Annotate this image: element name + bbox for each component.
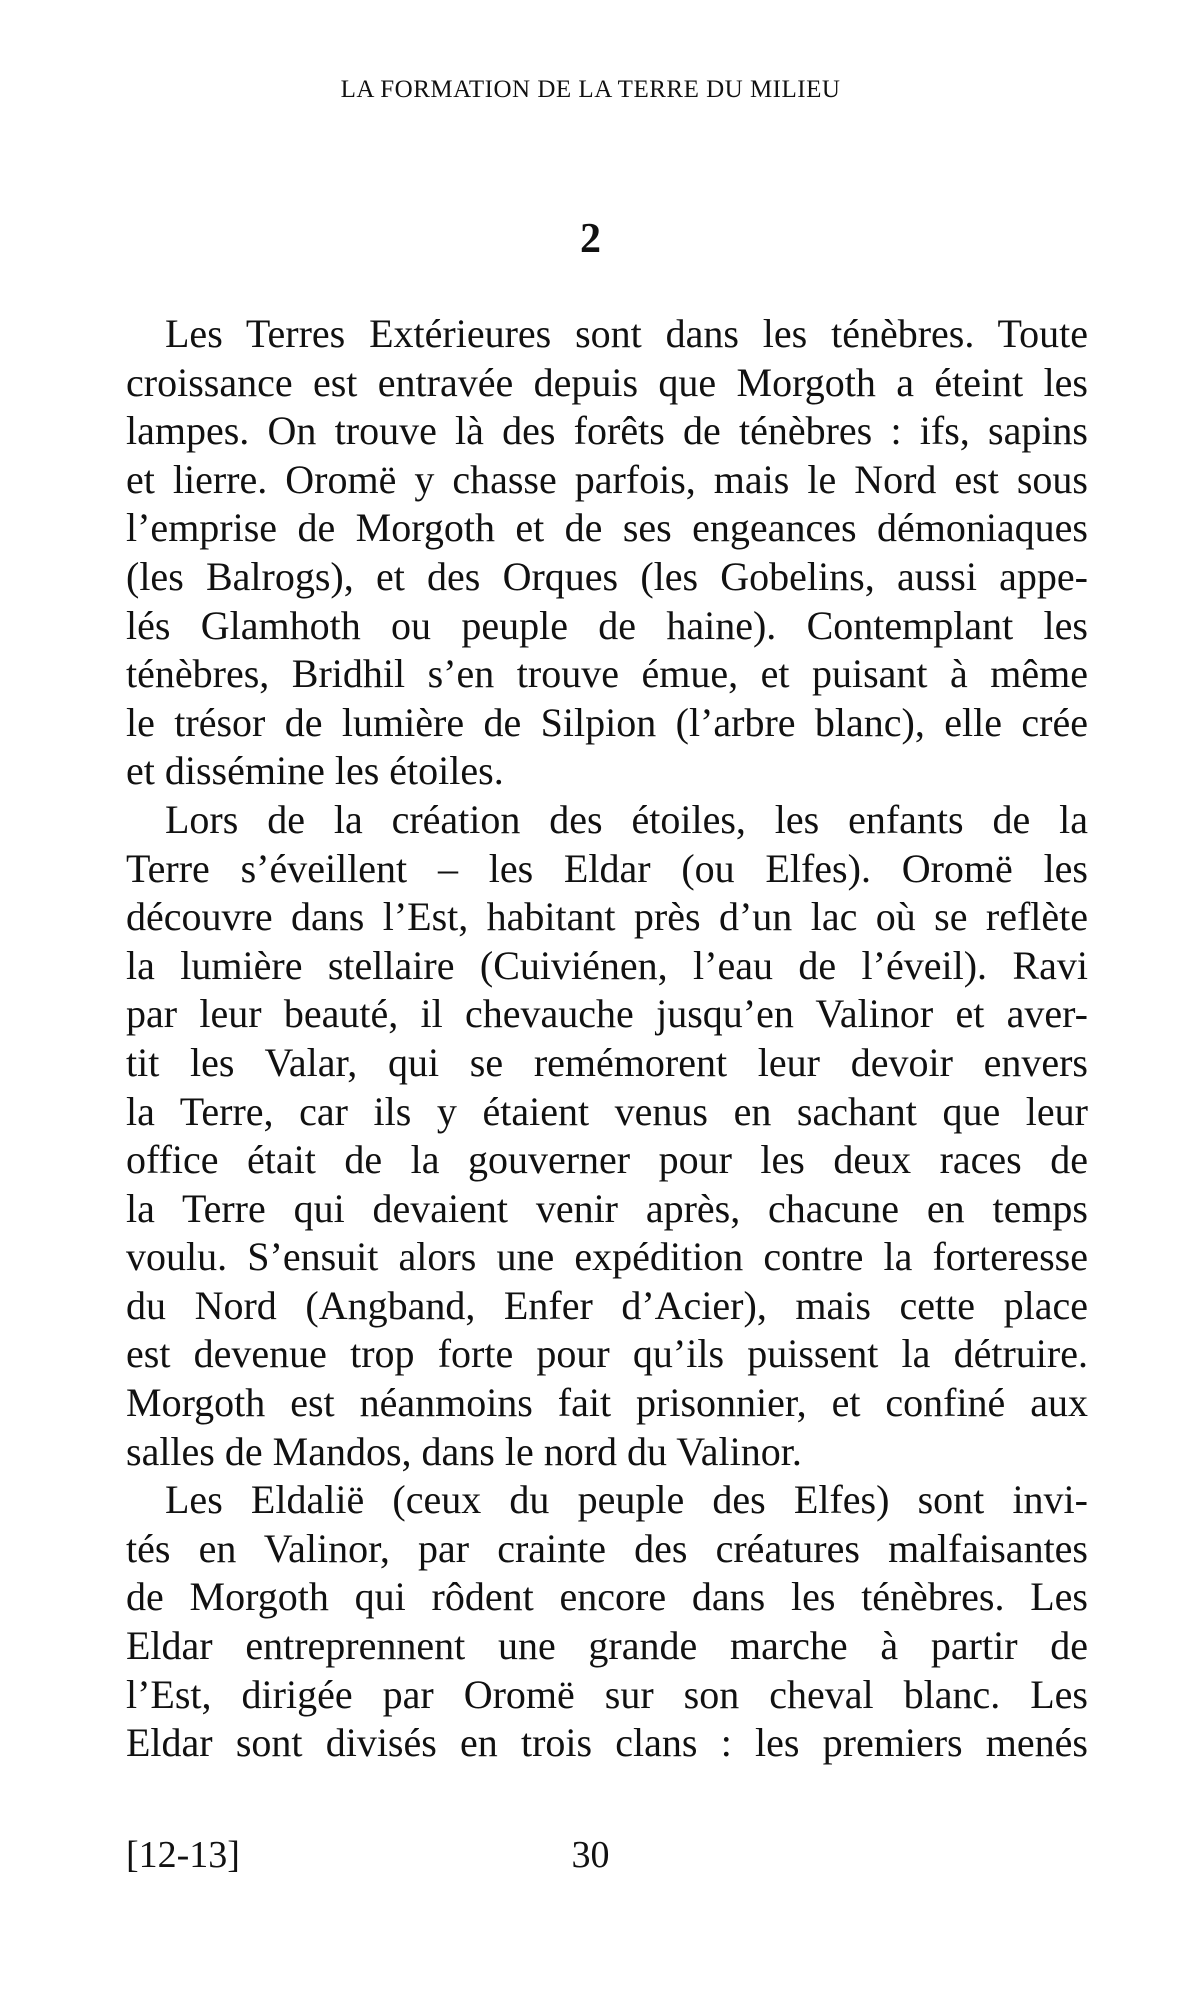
text-line: Les Eldalië (ceux du peuple des Elfes) sont invi-: [165, 1477, 1088, 1523]
text-line: salles de Mandos, dans le nord du Valinor.: [126, 1428, 802, 1474]
page-number: 30: [571, 1834, 610, 1876]
page-reference: [12-13]: [126, 1834, 240, 1876]
text-line: et dissémine les étoiles.: [126, 748, 504, 794]
text-line: la Terre qui devaient venir après, chacune en temps: [126, 1185, 1088, 1231]
paragraph-2: [126, 796, 1088, 1476]
body-text: [126, 310, 1088, 1768]
text-line: lés Glamhoth ou peuple de haine). Contemplant les: [126, 602, 1088, 648]
text-line: est devenue trop forte pour qu’ils puissent la détruire.: [126, 1331, 1088, 1377]
paragraph-3: [126, 1476, 1088, 1768]
text-line: et lierre. Oromë y chasse parfois, mais le Nord est sous: [126, 456, 1088, 502]
text-line: découvre dans l’Est, habitant près d’un lac où se reflète: [126, 894, 1088, 940]
text-line: la lumière stellaire (Cuiviénen, l’eau de l’éveil). Ravi: [126, 942, 1088, 988]
text-line: Les Terres Extérieures sont dans les ténèbres. Toute: [165, 311, 1088, 356]
text-line: Eldar sont divisés en trois clans : les premiers menés: [126, 1720, 1088, 1766]
text-line: la Terre, car ils y étaient venus en sachant que leur: [126, 1088, 1088, 1134]
text-line: tés en Valinor, par crainte des créatures malfaisantes: [126, 1525, 1088, 1571]
text-line: tit les Valar, qui se remémorent leur devoir envers: [126, 1039, 1088, 1085]
text-line: Morgoth est néanmoins fait prisonnier, et confiné aux: [126, 1380, 1088, 1426]
text-line: croissance est entravée depuis que Morgoth a éteint les: [126, 359, 1088, 405]
text-line: Eldar entreprennent une grande marche à partir de: [126, 1623, 1088, 1669]
text-line: l’Est, dirigée par Oromë sur son cheval blanc. Les: [126, 1671, 1088, 1717]
text-line: ténèbres, Bridhil s’en trouve émue, et puisant à même: [126, 651, 1088, 697]
text-line: office était de la gouverner pour les deux races de: [126, 1137, 1088, 1183]
text-line: le trésor de lumière de Silpion (l’arbre blanc), elle crée: [126, 699, 1088, 745]
text-line: voulu. S’ensuit alors une expédition contre la forteresse: [126, 1234, 1088, 1280]
chapter-number: 2: [580, 216, 601, 262]
text-line: l’emprise de Morgoth et de ses engeances démoniaques: [126, 505, 1088, 551]
text-line: (les Balrogs), et des Orques (les Gobelins, aussi appe-: [126, 553, 1088, 599]
text-line: Lors de la création des étoiles, les enfants de la: [165, 796, 1088, 842]
text-line: Terre s’éveillent – les Eldar (ou Elfes). Oromë les: [126, 845, 1088, 891]
paragraph-1: [126, 310, 1088, 796]
text-line: lampes. On trouve là des forêts de ténèbres : ifs, sapins: [126, 408, 1088, 454]
text-line: de Morgoth qui rôdent encore dans les ténèbres. Les: [126, 1574, 1088, 1620]
running-head: LA FORMATION DE LA TERRE DU MILIEU: [340, 76, 841, 103]
text-line: du Nord (Angband, Enfer d’Acier), mais cette place: [126, 1282, 1088, 1328]
text-line: par leur beauté, il chevauche jusqu’en Valinor et aver-: [126, 991, 1088, 1037]
